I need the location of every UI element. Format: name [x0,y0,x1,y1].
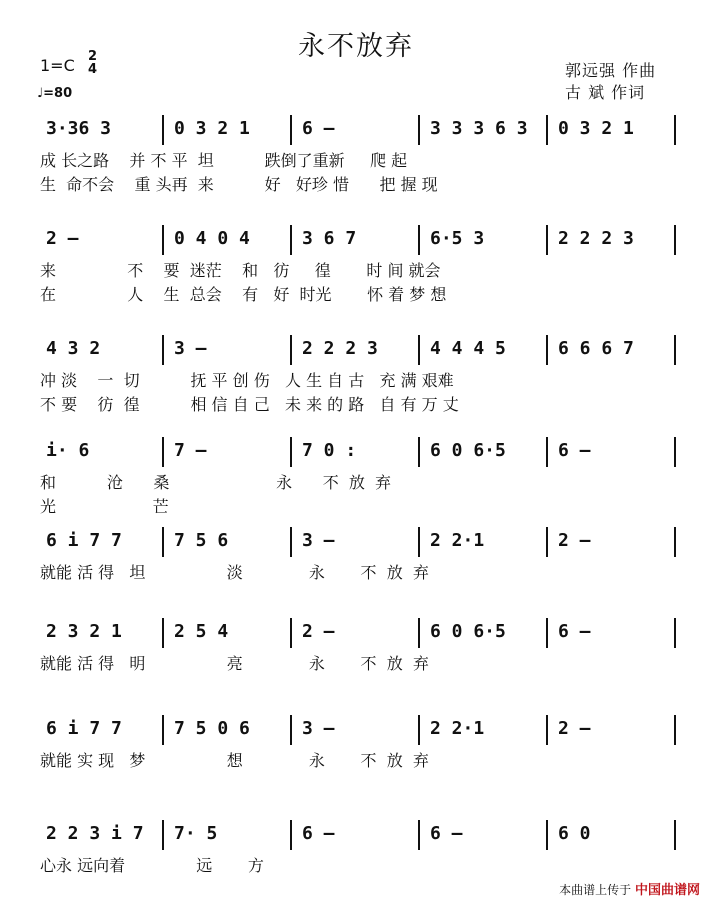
measure: 6 – [430,823,463,844]
bar-line [290,437,292,467]
bar-line [290,715,292,745]
measure: 3·36 3 [46,118,112,139]
bar-line [418,335,420,365]
lyric-line: 和 沧 桑 永 不 放 弃 [40,473,392,492]
composer-credit: 郭远强 作曲 [565,61,657,80]
upload-footer [559,879,700,898]
bar-line [674,335,676,365]
bar-line [162,618,164,648]
measure: 6 6 6 7 [558,338,634,359]
measure: 0 4 0 4 [174,228,250,249]
bar-line [674,115,676,145]
measure: 2 – [46,228,79,249]
measure: 2 2·1 [430,530,485,551]
lyric-line: 来 不 要 迷茫 和 彷 徨 时 间 就会 [40,261,441,280]
bar-line [546,715,548,745]
lyric-line: 生 命不会 重 头再 来 好 好珍 惜 把 握 现 [40,175,438,194]
bar-line [162,527,164,557]
measure: 6 – [302,823,335,844]
measure: 7 5 0 6 [174,718,250,739]
bar-line [290,225,292,255]
measure: 4 4 4 5 [430,338,506,359]
bar-line [418,618,420,648]
bar-line [290,335,292,365]
measure: 0 3 2 1 [558,118,634,139]
measure: 6 – [558,621,591,642]
notation-line [40,527,680,555]
bar-line [674,715,676,745]
measure: 6 – [558,440,591,461]
bar-line [674,618,676,648]
bar-line [674,820,676,850]
lyric-line: 光 芒 [40,497,169,516]
bar-line [162,820,164,850]
measure: 6 i 7 7 [46,530,122,551]
measure: 3 – [302,530,335,551]
lyric-line: 就能 活 得 明 亮 永 不 放 弃 [40,654,429,673]
bar-line [162,715,164,745]
measure: 6 0 6·5 [430,621,506,642]
measure: 6 0 [558,823,591,844]
measure: 3 6 7 [302,228,357,249]
lyric-line: 就能 实 现 梦 想 永 不 放 弃 [40,751,429,770]
bar-line [546,618,548,648]
bar-line [162,225,164,255]
measure: 0 3 2 1 [174,118,250,139]
measure: 3 – [302,718,335,739]
notation-line [40,618,680,646]
measure: 2 2 2 3 [558,228,634,249]
lyric-line: 成 长之路 并 不 平 坦 跌倒了重新 爬 起 [40,151,408,170]
measure: 7 0 : [302,440,357,461]
measure: 2 – [558,530,591,551]
bar-line [290,527,292,557]
meter-top: 2 [88,49,98,64]
measure: 7· 5 [174,823,218,844]
bar-line [674,225,676,255]
bar-line [546,225,548,255]
time-signature [88,50,97,76]
measure: 2 2 2 3 [302,338,378,359]
measure: 2 2·1 [430,718,485,739]
measure: 6 i 7 7 [46,718,122,739]
tempo-mark: ♩=80 [37,86,73,101]
bar-line [418,115,420,145]
measure: 2 5 4 [174,621,229,642]
lyric-line: 不 要 彷 徨 相 信 自 己 未 来 的 路 自 有 万 丈 [40,395,459,414]
bar-line [546,115,548,145]
footer-text: 本曲谱上传于 [559,883,632,897]
measure: 4 3 2 [46,338,101,359]
bar-line [546,527,548,557]
measure: 7 5 6 [174,530,229,551]
bar-line [290,618,292,648]
meter-bottom: 4 [88,62,98,77]
bar-line [290,820,292,850]
bar-line [418,225,420,255]
notation-line [40,225,680,253]
bar-line [418,715,420,745]
notation-line [40,437,680,465]
song-title: 永不放弃 [298,31,414,62]
bar-line [674,437,676,467]
bar-line [546,335,548,365]
bar-line [418,820,420,850]
measure: 6 0 6·5 [430,440,506,461]
bar-line [162,115,164,145]
notation-line [40,715,680,743]
lyric-line: 就能 活 得 坦 淡 永 不 放 弃 [40,563,429,582]
bar-line [290,115,292,145]
notation-line [40,820,680,848]
notation-line [40,115,680,143]
measure: 3 3 3 6 3 [430,118,528,139]
lyric-line: 在 人 生 总会 有 好 时光 怀 着 梦 想 [40,285,447,304]
measure: 2 – [558,718,591,739]
measure: 3 – [174,338,207,359]
measure: 2 2 3 i 7 [46,823,144,844]
bar-line [418,437,420,467]
measure: 2 – [302,621,335,642]
measure: i· 6 [46,440,90,461]
bar-line [674,527,676,557]
bar-line [418,527,420,557]
key-signature: 1=C [40,56,75,75]
site-logo: 中国曲谱网 [634,883,700,898]
bar-line [162,335,164,365]
lyric-line: 心永 远向着 远 方 [40,856,264,875]
measure: 6 – [302,118,335,139]
bar-line [546,437,548,467]
measure: 6·5 3 [430,228,485,249]
bar-line [546,820,548,850]
notation-line [40,335,680,363]
bar-line [162,437,164,467]
lyricist-credit: 古 斌 作词 [565,83,646,102]
measure: 7 – [174,440,207,461]
measure: 2 3 2 1 [46,621,122,642]
lyric-line: 冲 淡 一 切 抚 平 创 伤 人 生 自 古 充 满 艰难 [40,371,454,390]
